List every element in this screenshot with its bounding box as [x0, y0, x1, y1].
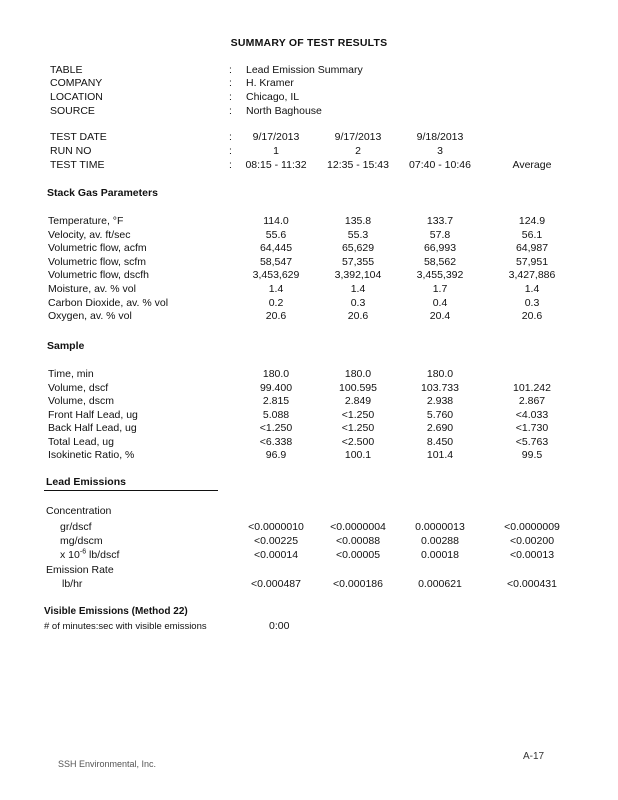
rate-run1: <0.000487: [251, 578, 301, 590]
conc-lb-run3: 0.00018: [421, 549, 459, 561]
stack-gas-run1-value: 20.6: [265, 310, 287, 323]
stack-gas-run2-value: 1.4: [350, 283, 366, 295]
run1-date: 9/17/2013: [252, 131, 300, 143]
page-title: SUMMARY OF TEST RESULTS: [230, 37, 388, 49]
table-label: TABLE: [50, 64, 83, 76]
stack-gas-run1-value: 0.2: [268, 296, 284, 309]
conc-row-label: [60, 549, 119, 562]
conc-mg-average: <0.00200: [509, 535, 555, 547]
stack-gas-run3-value: 3,455,392: [416, 269, 464, 282]
sample-row-label: Back Half Lead, ug: [48, 422, 137, 434]
sample-run3-value: 5.760: [426, 408, 454, 421]
conc-gr-run1: <0.0000010: [248, 521, 304, 533]
sample-row-label: Volume, dscm: [48, 395, 114, 407]
conc-gr-average: <0.0000009: [504, 521, 560, 533]
stack-gas-average-value: 3,427,886: [508, 269, 556, 282]
sample-run1-value: 99.400: [259, 381, 293, 394]
run3-number: 3: [437, 145, 443, 157]
conc-mg-run3: 0.00288: [421, 535, 459, 547]
colon: :: [229, 77, 232, 89]
sample-run2-value: 100.1: [344, 449, 372, 461]
stack-gas-average-value: 20.6: [521, 310, 543, 323]
stack-gas-run3-value: 57.8: [429, 228, 451, 241]
sample-run2-value: 180.0: [344, 368, 372, 380]
colon: :: [229, 159, 232, 171]
company-label: COMPANY: [50, 77, 103, 89]
stack-gas-run2-value: 20.6: [347, 310, 369, 323]
stack-gas-average-value: 1.4: [524, 283, 540, 295]
stack-gas-run2-value: 0.3: [350, 296, 366, 309]
stack-gas-row-label: Volumetric flow, dscfh: [48, 269, 149, 282]
conc-gr-run2: <0.0000004: [330, 521, 386, 533]
test-date-label: TEST DATE: [50, 131, 107, 143]
stack-gas-average-value: 124.9: [518, 215, 546, 227]
conc-lb-unit: lb/dscf: [86, 549, 120, 561]
sample-row-label: Isokinetic Ratio, %: [48, 449, 135, 461]
stack-gas-row-label: Volumetric flow, scfm: [48, 255, 147, 268]
test-time-label: TEST TIME: [50, 159, 105, 171]
source-label: SOURCE: [50, 105, 95, 117]
run2-number: 2: [355, 145, 361, 157]
conc-lb-run2: <0.00005: [335, 549, 381, 561]
run2-time: 12:35 - 15:43: [327, 159, 389, 171]
stack-gas-row-label: Volumetric flow, acfm: [48, 242, 147, 255]
emission-rate-row-label: lb/hr: [62, 578, 83, 590]
stack-gas-average-value: 56.1: [521, 228, 543, 241]
sample-run1-value: 5.088: [262, 408, 290, 421]
stack-gas-heading: Stack Gas Parameters: [47, 187, 158, 199]
stack-gas-average-value: 64,987: [515, 242, 549, 255]
sample-row-label: Total Lead, ug: [48, 435, 114, 448]
sample-row-label: Front Half Lead, ug: [48, 408, 138, 421]
stack-gas-run1-value: 64,445: [259, 242, 293, 255]
rate-average: <0.000431: [507, 578, 557, 590]
sample-row-label: Volume, dscf: [48, 381, 109, 394]
visible-emissions-value: 0:00: [269, 620, 290, 632]
sample-run3-value: 8.450: [426, 435, 454, 448]
lead-emissions-heading: Lead Emissions: [46, 476, 126, 488]
company-value: H. Kramer: [246, 77, 294, 89]
stack-gas-run1-value: 55.6: [265, 228, 287, 241]
sample-run1-value: 180.0: [262, 368, 290, 380]
concentration-label: Concentration: [46, 505, 112, 517]
visible-emissions-heading: Visible Emissions (Method 22): [44, 606, 188, 617]
table-value: Lead Emission Summary: [246, 64, 363, 76]
page-number: A-17: [523, 751, 545, 762]
conc-lb-run1: <0.00014: [253, 549, 299, 561]
conc-row-label: gr/dscf: [60, 521, 92, 533]
average-header: Average: [512, 159, 552, 171]
stack-gas-row-label: Moisture, av. % vol: [48, 283, 136, 295]
conc-mg-run2: <0.00088: [335, 535, 381, 547]
run1-number: 1: [273, 145, 279, 157]
stack-gas-run3-value: 1.7: [432, 283, 448, 295]
stack-gas-row-label: Temperature, °F: [48, 215, 124, 227]
sample-run1-value: <1.250: [259, 422, 293, 434]
sample-run3-value: 2.938: [426, 395, 454, 407]
sample-average-value: <4.033: [515, 408, 549, 421]
stack-gas-run1-value: 1.4: [268, 283, 284, 295]
sample-row-label: Time, min: [48, 368, 94, 380]
stack-gas-run1-value: 114.0: [263, 215, 289, 227]
sample-run1-value: 96.9: [265, 449, 287, 461]
stack-gas-average-value: 0.3: [524, 296, 540, 309]
colon: :: [229, 64, 232, 76]
colon: :: [229, 131, 232, 143]
sample-run3-value: 101.4: [426, 449, 454, 461]
stack-gas-run3-value: 0.4: [432, 296, 448, 309]
colon: :: [229, 105, 232, 117]
source-value: North Baghouse: [246, 105, 322, 117]
sample-average-value: 2.867: [518, 395, 546, 407]
sample-run3-value: 2.690: [426, 422, 454, 434]
sample-heading: Sample: [47, 340, 85, 352]
stack-gas-average-value: 57,951: [515, 255, 549, 268]
rate-run2: <0.000186: [333, 578, 383, 590]
stack-gas-run3-value: 66,993: [423, 242, 457, 255]
colon: :: [229, 145, 232, 157]
stack-gas-run1-value: 58,547: [259, 255, 293, 268]
conc-mg-run1: <0.00225: [253, 535, 299, 547]
run-no-label: RUN NO: [50, 145, 92, 157]
sample-run2-value: <1.250: [341, 408, 375, 421]
stack-gas-run2-value: 55.3: [347, 228, 369, 241]
stack-gas-row-label: Carbon Dioxide, av. % vol: [48, 296, 169, 309]
sample-run2-value: 2.849: [344, 395, 372, 407]
sample-run2-value: 100.595: [339, 381, 377, 394]
conc-gr-run3: 0.0000013: [415, 521, 465, 533]
stack-gas-run2-value: 135.8: [344, 215, 372, 227]
rate-run3: 0.000621: [418, 578, 462, 590]
conc-lb-prefix: x 10: [60, 549, 80, 561]
stack-gas-run3-value: 133.7: [426, 215, 454, 227]
sample-run3-value: 180.0: [426, 368, 454, 380]
footer-company: SSH Environmental, Inc.: [58, 759, 157, 769]
stack-gas-run1-value: 3,453,629: [252, 269, 300, 282]
run1-time: 08:15 - 11:32: [245, 159, 307, 171]
conc-lb-average: <0.00013: [509, 549, 555, 561]
stack-gas-run3-value: 20.4: [429, 310, 451, 323]
sample-average-value: 101.242: [513, 381, 551, 394]
stack-gas-run2-value: 57,355: [341, 255, 375, 268]
sample-run2-value: <1.250: [341, 422, 375, 434]
sample-run1-value: <6.338: [259, 435, 293, 448]
sample-average-value: <1.730: [515, 422, 549, 434]
conc-row-label: mg/dscm: [60, 535, 103, 547]
lead-emissions-underline: [44, 490, 218, 491]
colon: :: [229, 91, 232, 103]
stack-gas-run3-value: 58,562: [423, 255, 457, 268]
sample-average-value: 99.5: [521, 449, 543, 461]
location-label: LOCATION: [50, 91, 103, 103]
sample-run3-value: 103.733: [421, 381, 459, 394]
location-value: Chicago, IL: [246, 91, 300, 103]
sample-run2-value: <2.500: [341, 435, 375, 448]
stack-gas-row-label: Oxygen, av. % vol: [48, 310, 132, 323]
run3-time: 07:40 - 10:46: [409, 159, 471, 171]
visible-emissions-label: # of minutes:sec with visible emissions: [44, 621, 207, 632]
conc-lb-exponent: -6: [79, 548, 87, 556]
stack-gas-row-label: Velocity, av. ft/sec: [48, 228, 131, 241]
stack-gas-run2-value: 65,629: [341, 242, 375, 255]
sample-average-value: <5.763: [515, 435, 549, 448]
run3-date: 9/18/2013: [416, 131, 464, 143]
emission-rate-label: Emission Rate: [46, 564, 114, 576]
run2-date: 9/17/2013: [334, 131, 382, 143]
sample-run1-value: 2.815: [262, 395, 290, 407]
stack-gas-run2-value: 3,392,104: [334, 269, 382, 282]
